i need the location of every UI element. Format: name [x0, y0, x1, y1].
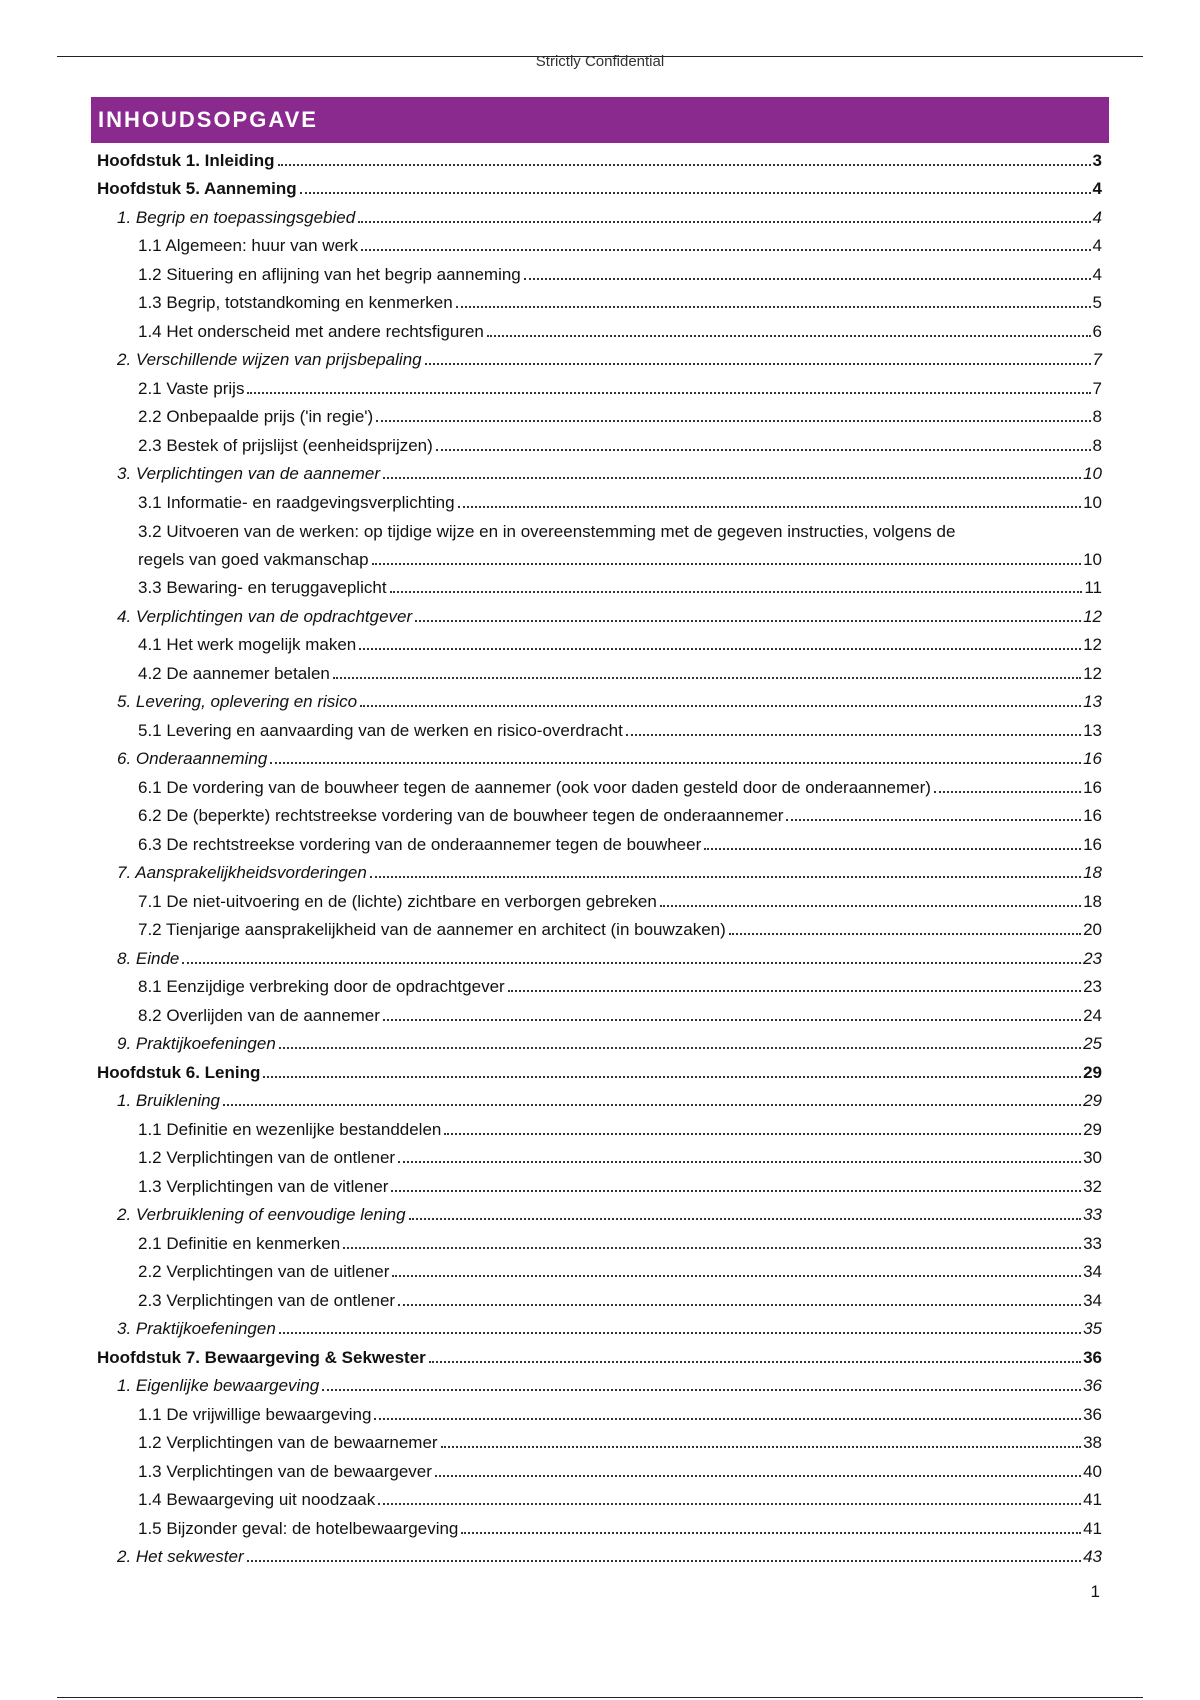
toc-entry[interactable]	[97, 913, 1102, 942]
toc-entry-title: 4. Verplichtingen van de opdrachtgever	[117, 606, 413, 626]
toc-entry-page: 4	[1092, 207, 1102, 227]
dot-leader	[360, 705, 1081, 707]
toc-entry-page: 7	[1092, 350, 1102, 369]
toc-entry[interactable]	[97, 428, 1102, 457]
toc-entry-page: 38	[1083, 1433, 1102, 1452]
toc-entry-title: 5. Levering, oplevering en risico	[117, 692, 358, 711]
dot-leader	[182, 962, 1081, 964]
toc-entry[interactable]	[97, 1141, 1102, 1170]
toc-entry-page: 12	[1083, 635, 1102, 654]
toc-entry-page: 29	[1083, 1091, 1102, 1110]
toc-entry[interactable]	[97, 770, 1102, 799]
toc-entry-title: 1.4 Het onderscheid met andere rechtsfiguren	[138, 321, 484, 341]
toc-entry[interactable]	[97, 1483, 1102, 1512]
dot-leader	[436, 449, 1091, 451]
dot-leader	[370, 876, 1081, 878]
toc-entry-page: 35	[1083, 1319, 1102, 1338]
toc-entry-page: 12	[1083, 663, 1102, 683]
toc-entry-page: 12	[1083, 606, 1102, 626]
dot-leader	[372, 563, 1081, 565]
toc-entry-page: 36	[1083, 1347, 1102, 1367]
toc-entry-page: 4	[1092, 179, 1102, 198]
toc-entry[interactable]	[97, 200, 1102, 229]
toc-entry[interactable]	[97, 628, 1102, 657]
toc-entry-title: 6.2 De (beperkte) rechtstreekse vordering van de bouwheer tegen de onderaannemer	[138, 806, 784, 825]
dot-leader	[358, 221, 1090, 223]
toc-entry-page: 25	[1083, 1034, 1102, 1053]
toc-entry-page: 18	[1083, 891, 1102, 911]
toc-entry[interactable]	[97, 1198, 1102, 1227]
toc-title-band	[91, 97, 1109, 143]
toc-entry[interactable]	[97, 229, 1102, 258]
toc-entry-page: 41	[1083, 1518, 1102, 1538]
toc-entry[interactable]	[97, 1312, 1102, 1341]
dot-leader	[398, 1304, 1081, 1306]
toc-entry-page: 36	[1083, 1376, 1102, 1395]
toc-entry-title: 1.5 Bijzonder geval: de hotelbewaargeving	[138, 1518, 459, 1538]
toc-entry[interactable]	[97, 1255, 1102, 1284]
dot-leader	[247, 1560, 1081, 1562]
toc-entry-title: 6.3 De rechtstreekse vordering van de onderaannemer tegen de bouwheer	[138, 834, 702, 854]
toc-entry-title: 7.2 Tienjarige aansprakelijkheid van de aannemer en architect (in bouwzaken)	[138, 920, 726, 939]
toc-entry[interactable]	[97, 371, 1102, 400]
toc-entry-page: 33	[1083, 1233, 1102, 1253]
dot-leader	[392, 1275, 1081, 1277]
toc-entry-title: 6.1 De vordering van de bouwheer tegen de aannemer (ook voor daden gesteld door de onderaannemer)	[138, 777, 931, 797]
toc-entry-title: 3.3 Bewaring- en teruggaveplicht	[138, 578, 387, 597]
toc-entry[interactable]	[97, 1454, 1102, 1483]
toc-entry[interactable]	[97, 1426, 1102, 1455]
toc-entry-title: Hoofdstuk 5. Aanneming	[97, 179, 297, 198]
dot-leader	[322, 1389, 1081, 1391]
toc-entry[interactable]	[97, 742, 1102, 771]
toc-entry-page: 7	[1092, 378, 1102, 398]
toc-entry[interactable]	[97, 827, 1102, 856]
toc-entry-title: 1.4 Bewaargeving uit noodzaak	[138, 1490, 376, 1509]
toc-entry-page: 40	[1083, 1461, 1102, 1481]
toc-entry-title: 1.2 Verplichtingen van de bewaarnemer	[138, 1433, 438, 1452]
dot-leader	[359, 648, 1081, 650]
dot-leader	[383, 477, 1081, 479]
toc-entry-title: 2.2 Verplichtingen van de uitlener	[138, 1262, 390, 1281]
toc-entry-page: 16	[1083, 834, 1102, 854]
toc-entry-title: Hoofdstuk 7. Bewaargeving & Sekwester	[97, 1347, 426, 1367]
toc-entry[interactable]	[97, 514, 1102, 571]
dot-leader	[934, 791, 1081, 793]
dot-leader	[333, 677, 1081, 679]
toc-entry-page: 24	[1083, 1005, 1102, 1025]
dot-leader	[626, 734, 1081, 736]
toc-entry-page: 11	[1084, 578, 1102, 597]
toc-entry-page: 10	[1083, 549, 1102, 569]
toc-entry[interactable]	[97, 1283, 1102, 1312]
dot-leader	[374, 1418, 1081, 1420]
dot-leader	[524, 278, 1091, 280]
toc-entry-title: 3. Praktijkoefeningen	[117, 1319, 276, 1338]
dot-leader	[704, 848, 1081, 850]
toc-entry-page: 29	[1083, 1062, 1102, 1082]
page-number: 1	[1090, 1582, 1100, 1601]
toc-entry-page: 43	[1083, 1547, 1102, 1566]
toc-entry[interactable]	[97, 685, 1102, 714]
dot-leader	[660, 905, 1081, 907]
toc-entry-page: 34	[1083, 1262, 1102, 1281]
dot-leader	[279, 1047, 1081, 1049]
toc-entry[interactable]	[97, 1226, 1102, 1255]
dot-leader	[263, 1076, 1081, 1078]
toc-entry[interactable]	[97, 970, 1102, 999]
toc-entry-title: 1.1 Algemeen: huur van werk	[138, 236, 359, 255]
toc-entry-page: 4	[1092, 236, 1102, 255]
toc-entry-title: 9. Praktijkoefeningen	[117, 1034, 276, 1053]
toc-entry[interactable]	[97, 1112, 1102, 1141]
toc-entry-page: 23	[1083, 977, 1102, 996]
toc-entry[interactable]	[97, 314, 1102, 343]
toc-entry-title: 2. Verbruiklening of eenvoudige lening	[117, 1205, 406, 1224]
toc-entry-page: 16	[1083, 806, 1102, 825]
toc-entry-page: 18	[1083, 863, 1102, 882]
dot-leader	[456, 306, 1091, 308]
toc-entry-page: 6	[1092, 321, 1102, 341]
toc-entry-page: 23	[1083, 948, 1102, 968]
toc-entry-page: 13	[1083, 720, 1102, 740]
toc-entry[interactable]	[97, 941, 1102, 970]
toc-entry[interactable]	[97, 998, 1102, 1027]
toc-entry-page: 20	[1083, 920, 1102, 939]
toc-entry[interactable]	[97, 713, 1102, 742]
confidentiality-header: Strictly Confidential	[535, 53, 665, 70]
toc-entry-title: 1.3 Verplichtingen van de bewaargever	[138, 1461, 432, 1481]
toc-entry-title: Hoofdstuk 6. Lening	[97, 1062, 261, 1082]
toc-entry[interactable]	[97, 257, 1102, 286]
toc-entry-title: 2. Verschillende wijzen van prijsbepaling	[117, 350, 422, 369]
toc-entry-title-continued: regels van goed vakmanschap	[138, 549, 369, 569]
toc-entry[interactable]	[97, 143, 1102, 172]
toc-entry-page: 32	[1083, 1176, 1102, 1196]
footer-rule	[57, 1697, 1143, 1698]
toc-entry-page: 33	[1083, 1205, 1102, 1224]
toc-entry-title: 8.2 Overlijden van de aannemer	[138, 1005, 380, 1025]
toc-entry-title: 1.2 Situering en aflijning van het begrip aanneming	[138, 264, 521, 284]
toc-entry[interactable]	[97, 457, 1102, 486]
toc-entry-title: 7.1 De niet-uitvoering en de (lichte) zichtbare en verborgen gebreken	[138, 891, 657, 911]
toc-entry[interactable]	[97, 1169, 1102, 1198]
dot-leader	[786, 819, 1081, 821]
toc-entry-page: 5	[1092, 293, 1102, 312]
toc-entry-title: 3. Verplichtingen van de aannemer	[117, 464, 381, 483]
toc-entry-title: 2. Het sekwester	[117, 1547, 244, 1566]
dot-leader	[398, 1161, 1081, 1163]
toc-entry-page: 34	[1083, 1290, 1102, 1310]
toc-entry[interactable]	[97, 1027, 1102, 1056]
toc-entry[interactable]	[97, 1511, 1102, 1540]
dot-leader	[247, 392, 1090, 394]
dot-leader	[461, 1532, 1081, 1534]
dot-leader	[435, 1475, 1081, 1477]
toc-entry[interactable]	[97, 599, 1102, 628]
toc-entry-title: 4.2 De aannemer betalen	[138, 663, 330, 683]
toc-entry-title: 8.1 Eenzijdige verbreking door de opdrachtgever	[138, 977, 505, 996]
toc-entry-title: 7. Aansprakelijkheidsvorderingen	[117, 863, 367, 882]
toc-entry-page: 16	[1083, 749, 1102, 768]
toc-entry[interactable]	[97, 1055, 1102, 1084]
dot-leader	[378, 1503, 1081, 1505]
toc-entry[interactable]	[97, 799, 1102, 828]
dot-leader	[409, 1218, 1082, 1220]
toc-entry[interactable]	[97, 1397, 1102, 1426]
toc-entry-title: 1.1 Definitie en wezenlijke bestanddelen	[138, 1119, 442, 1139]
toc-entry-title: 1. Begrip en toepassingsgebied	[117, 207, 356, 227]
toc-entry-page: 8	[1092, 407, 1102, 426]
toc-entry-page: 4	[1092, 264, 1102, 284]
toc-entry-page: 41	[1083, 1490, 1102, 1509]
toc-entry-title: 2.3 Verplichtingen van de ontlener	[138, 1290, 396, 1310]
toc-entry-title: Hoofdstuk 1. Inleiding	[97, 150, 275, 170]
toc-entry-title: 2.1 Vaste prijs	[138, 378, 245, 398]
dot-leader	[444, 1133, 1081, 1135]
toc-entry-page: 10	[1083, 492, 1102, 512]
toc-entry-title: 5.1 Levering en aanvaarding van de werken en risico-overdracht	[138, 720, 623, 740]
toc-entry[interactable]	[97, 286, 1102, 315]
toc-entry[interactable]	[97, 571, 1102, 600]
toc-entry-title: 3.2 Uitvoeren van de werken: op tijdige wijze en in overeenstemming met de gegeven instructies, volgens de	[138, 521, 956, 541]
dot-leader	[391, 1190, 1081, 1192]
dot-leader	[343, 1247, 1081, 1249]
toc-entry[interactable]	[97, 400, 1102, 429]
toc-entry[interactable]	[97, 485, 1102, 514]
dot-leader	[429, 1361, 1081, 1363]
dot-leader	[270, 762, 1081, 764]
toc-entry-title: 3.1 Informatie- en raadgevingsverplichting	[138, 492, 455, 512]
dot-leader	[458, 506, 1082, 508]
toc-entry-page: 13	[1083, 692, 1102, 711]
toc-entry[interactable]	[97, 172, 1102, 201]
dot-leader	[441, 1446, 1081, 1448]
dot-leader	[279, 1332, 1081, 1334]
toc-entry-title: 1.3 Verplichtingen van de vitlener	[138, 1176, 389, 1196]
toc-entry-title: 1.1 De vrijwillige bewaargeving	[138, 1404, 372, 1424]
toc-entry-title: 1.3 Begrip, totstandkoming en kenmerken	[138, 293, 453, 312]
toc-entry-page: 29	[1083, 1119, 1102, 1139]
dot-leader	[278, 164, 1091, 166]
table-of-contents	[97, 143, 1102, 1568]
dot-leader	[361, 249, 1090, 251]
dot-leader	[383, 1019, 1081, 1021]
toc-entry[interactable]	[97, 856, 1102, 885]
dot-leader	[300, 192, 1091, 194]
toc-entry[interactable]	[97, 1340, 1102, 1369]
toc-entry[interactable]	[97, 656, 1102, 685]
toc-entry-title: 1. Bruiklening	[117, 1091, 221, 1110]
toc-entry[interactable]	[97, 343, 1102, 372]
toc-entry-title: 6. Onderaanneming	[117, 749, 268, 768]
toc-entry-title: 2.3 Bestek of prijslijst (eenheidsprijzen)	[138, 435, 433, 455]
toc-entry-title: 8. Einde	[117, 948, 180, 968]
toc-entry[interactable]	[97, 884, 1102, 913]
toc-entry-title: 1.2 Verplichtingen van de ontlener	[138, 1148, 396, 1167]
toc-title: INHOUDSOPGAVE	[98, 107, 318, 132]
dot-leader	[376, 420, 1090, 422]
dot-leader	[223, 1104, 1081, 1106]
dot-leader	[425, 363, 1091, 365]
toc-entry-page: 16	[1083, 777, 1102, 797]
toc-entry-title: 2.2 Onbepaalde prijs ('in regie')	[138, 407, 374, 426]
toc-entry-title: 4.1 Het werk mogelijk maken	[138, 635, 357, 654]
toc-entry-page: 8	[1092, 435, 1102, 455]
toc-entry[interactable]	[97, 1084, 1102, 1113]
dot-leader	[390, 591, 1083, 593]
dot-leader	[729, 933, 1081, 935]
toc-entry-page: 36	[1083, 1404, 1102, 1424]
dot-leader	[415, 620, 1081, 622]
toc-entry-page: 30	[1083, 1148, 1102, 1167]
dot-leader	[508, 990, 1081, 992]
toc-entry[interactable]	[97, 1369, 1102, 1398]
toc-entry-page: 10	[1083, 464, 1102, 483]
toc-entry-title: 1. Eigenlijke bewaargeving	[117, 1376, 320, 1395]
dot-leader	[487, 335, 1091, 337]
toc-entry-title: 2.1 Definitie en kenmerken	[138, 1233, 341, 1253]
toc-entry-page: 3	[1092, 150, 1102, 170]
toc-entry[interactable]	[97, 1540, 1102, 1569]
